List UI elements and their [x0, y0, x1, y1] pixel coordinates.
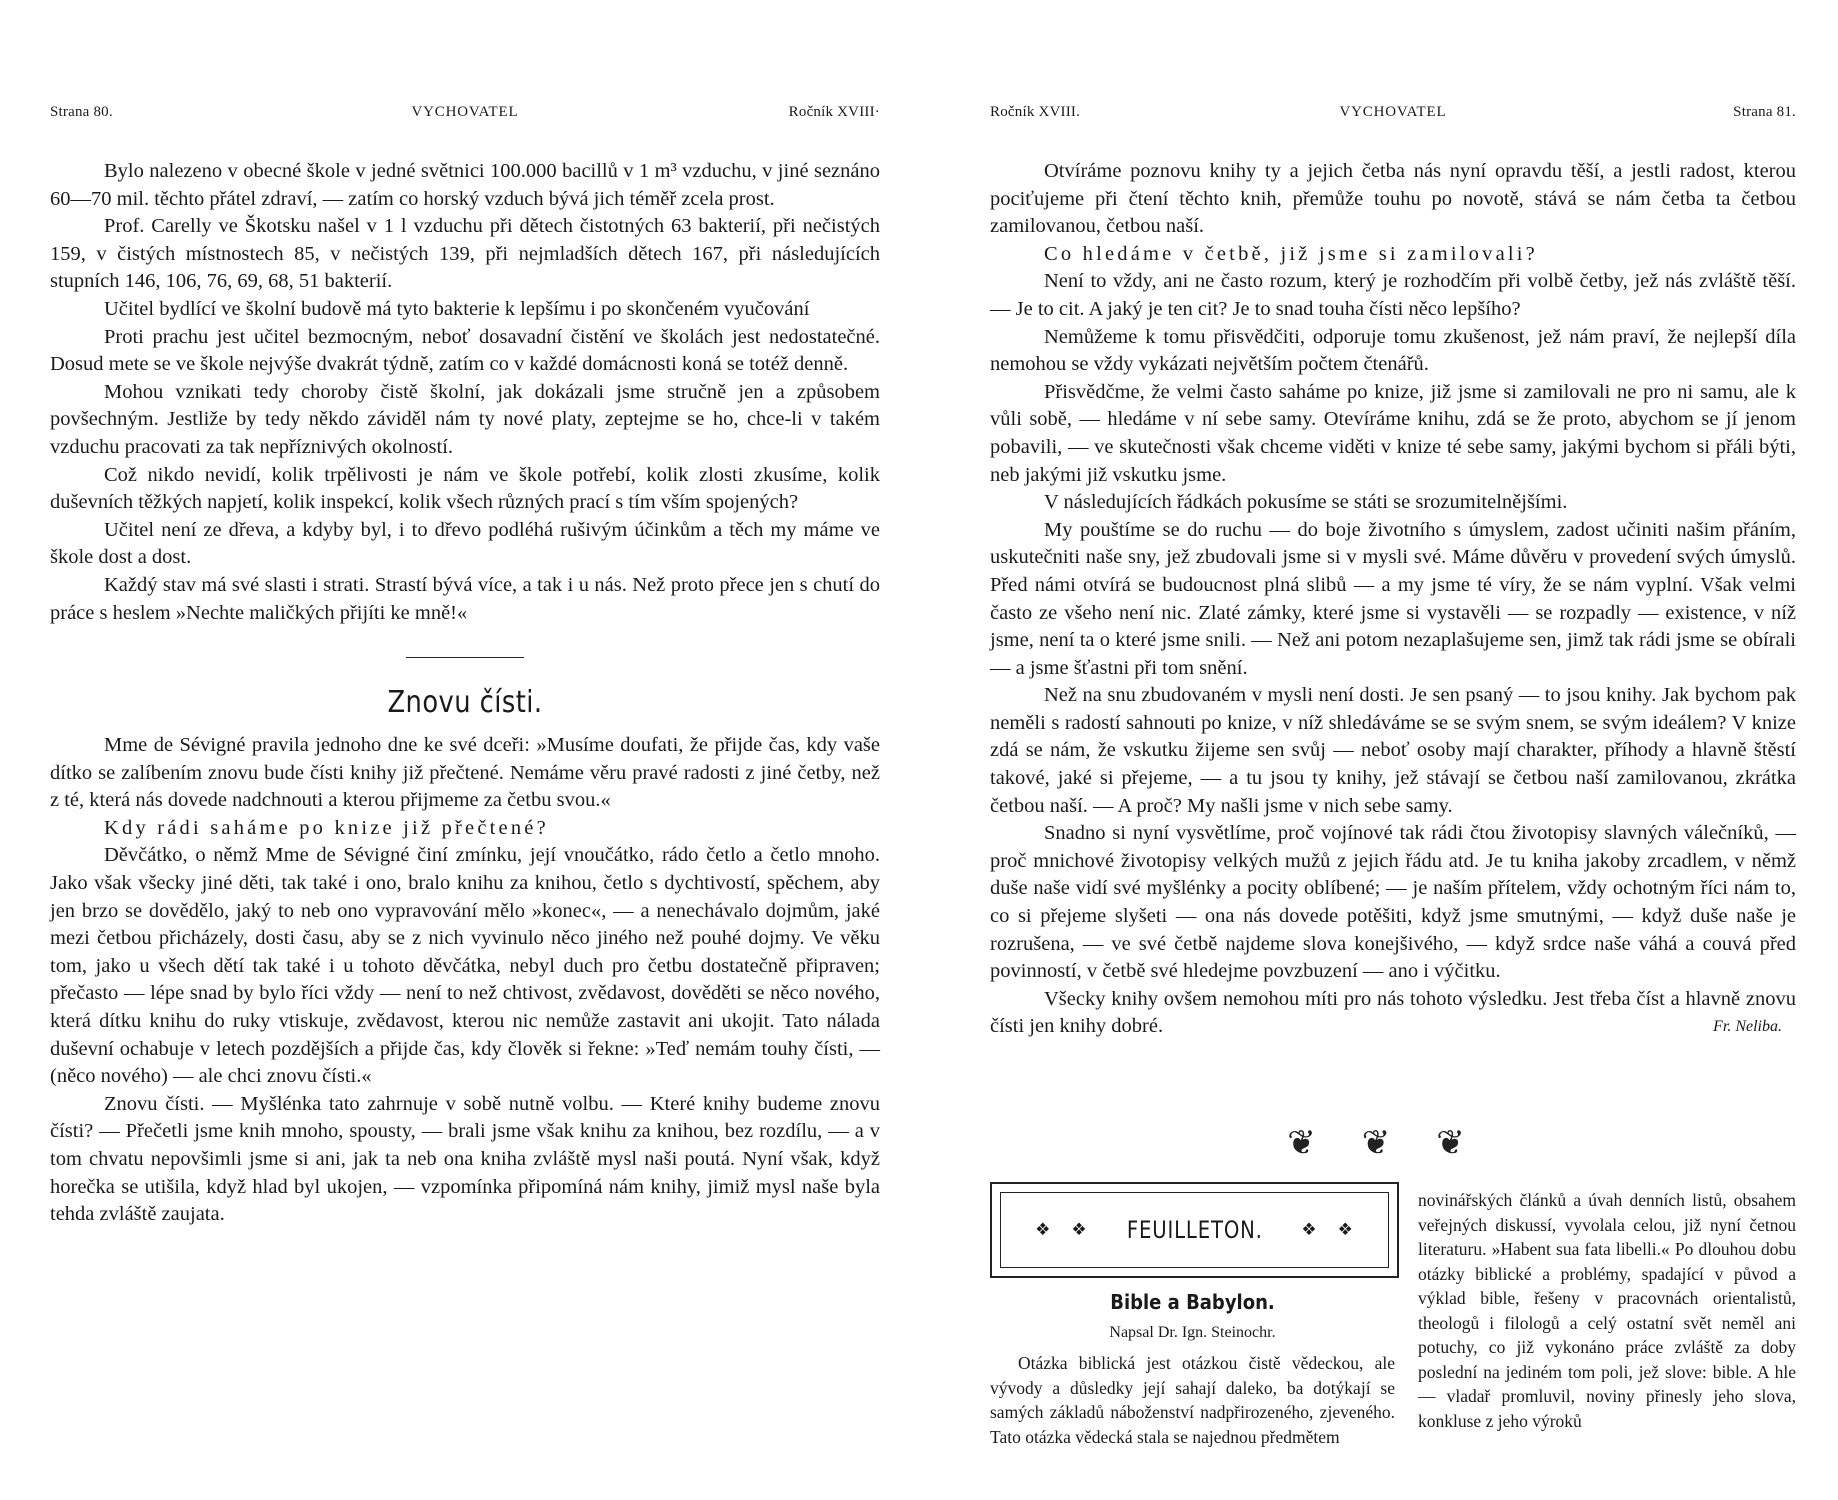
right-body: [990, 158, 1796, 1041]
paragraph: My pouštíme se do ruchu — do boje životního s úmyslem, zadost učiniti našim přáním, uskutečniti naše sny, jež zbudovali jsme si v mysli své. Máme důvěru v provedení svých úmyslů. Před námi otvírá se budoucnost plná slibů — a my jsme té víry, že se nám vyplní. Však velmi často ze všeho není nic. Zlaté zámky, které jsme si vystavěli — se rozpadly — existence, v níž jsme, není ta o které jsme snili. — Než ani potom nezaplašujeme sen, jimž tak rádi jsme se obírali — a jsme šťastni při tom snění.: [990, 518, 1796, 679]
left-body: [50, 158, 880, 1229]
left-page: [50, 0, 880, 1500]
paragraph: Učitel bydlící ve školní budově má tyto bakterie k lepšímu i po skončeném vyučování: [104, 297, 810, 320]
paragraph: Mohou vznikati tedy choroby čistě školní, jak dokázali jsme stručně jen a způsobem povšechným. Jestliže by tedy někdo záviděl nám ty nové platy, zeptejme se ho, chce-li v takém vzduchu pracovati za tak nepříznivých okolností.: [50, 380, 880, 458]
article-title: Znovu čísti.: [387, 685, 543, 721]
leaf-ornament-icon: ❦: [1287, 1125, 1350, 1162]
story-title: Bible a Babylon.: [1110, 1290, 1275, 1314]
article-subheading: Kdy rádi saháme po knize již přečtené?: [104, 816, 549, 839]
paragraph: Přisvědčme, že velmi často saháme po knize, již jsme si zamilovali ne pro ni samu, ale k vůli sobě, — hledáme v ní sebe samy. Otevíráme knihu, zdá se že proto, abychom se jí jenom pobavili, — ve skutečnosti však chceme viděti v knize té sebe samy, jakými bychom si přáli býti, neb jakými již vskutku jsme.: [990, 380, 1796, 486]
story-text-continued: novinářských článků a úvah denních listů, obsahem veřejných diskussí, vyvolala celou, již nyní četnou literaturu. »Habent sua fata libelli.« Po dlouhou dobu otázky biblické a problémy, spadající v původ a výklad bible, řešeny v pracovnách orientalistů, theologů i filologů a celý ostatní svět neměl ani potuchy, co již vykonáno práce zvláště za doby poslední na jediném tom poli, jež slove: bible. A hle — vladař promluvil, noviny přinesly jeho slova, konkluse z jeho výroků: [1418, 1190, 1796, 1431]
feuilleton-column-left: [990, 1290, 1395, 1449]
right-running-head: [990, 104, 1796, 126]
paragraph: Učitel není ze dřeva, a kdyby byl, i to dřevo podléhá rušivým účinkům a těch my máme ve škole dost a dost.: [50, 518, 880, 569]
author-signature: Fr. Neliba.: [1713, 1018, 1782, 1036]
paragraph: Každý stav má své slasti i strati. Strastí bývá více, a tak i u nás. Než proto přece jen s chutí do práce s heslem »Nechte maličkých přijíti ke mně!«: [50, 573, 880, 624]
right-volume: Ročník XVIII.: [990, 104, 1081, 120]
paragraph: Bylo nalezeno v obecné škole v jedné světnici 100.000 bacillů v 1 m³ vzduchu, v jiné seznáno 60—70 mil. těchto přátel zdraví, — zatím co horský vzduch bývá jich téměř zcela prost.: [50, 160, 880, 210]
bullet-icon: ❖: [1071, 1220, 1088, 1239]
paragraph: Otvíráme poznovu knihy ty a jejich četba nás nyní opravdu těší, a jestli radost, kterou pociťujeme při čtení těchto knih, přemůže touhu po novotě, stává se nám četba ta četbou zamilovanou, četbou naší.: [990, 160, 1796, 238]
feuilleton-column-right: [1418, 1188, 1796, 1433]
left-journal-title: VYCHOVATEL: [411, 104, 519, 120]
paragraph: Což nikdo nevidí, kolik trpělivosti je nám ve škole potřebí, kolik zlosti zkusíme, kolik duševních těžkých napjetí, kolik inspekcí, kolik všech různých prací s tím vším spojených?: [50, 463, 880, 514]
paragraph: Prof. Carelly ve Škotsku našel v 1 l vzduchu při dětech čistotných 63 bakterií, při nečistých 159, v čistých místnostech 85, v nečistých 139, při nejmladších dětech 167, při následujících stupních 146, 106, 76, 69, 68, 51 bakterií.: [50, 215, 880, 293]
feuilleton-header-box: [990, 1182, 1399, 1278]
feuilleton-inner-frame: [1000, 1192, 1389, 1268]
bullet-icon: ❖: [1035, 1220, 1052, 1239]
paragraph: V následujících řádkách pokusíme se státi se srozumitelnějšími.: [1044, 491, 1568, 514]
ornament-row: [990, 1123, 1796, 1163]
story-text: Otázka biblická jest otázkou čistě vědeckou, ale vývody a důsledky její sahají daleko, ba dotýkají se samých základů náboženství nadpřirozeného, zjeveného. Tato otázka vědecká stala se najednou předmětem: [990, 1353, 1395, 1447]
bullet-icon: ❖: [1301, 1220, 1318, 1239]
leaf-ornament-icon: ❦: [1361, 1125, 1425, 1162]
paragraph: Není to vždy, ani ne často rozum, který je rozhodčím při volbě četby, jež nás zvláště těší. — Je to cit. A jaký je ten cit? Je to snad touha čísti něco lepšího?: [990, 270, 1796, 320]
story-author: Napsal Dr. Ign. Steinochr.: [1109, 1323, 1276, 1341]
feuilleton-label: FEUILLETON.: [1126, 1216, 1263, 1244]
paragraph: Proti prachu jest učitel bezmocným, neboť dosavadní čistění ve školách jest nedostatečné. Dosud mete se ve škole nejvýše dvakrát týdně, zatím co v každé domácnosti koná se totéž denně.: [50, 325, 880, 376]
left-volume: Ročník XVIII·: [788, 104, 880, 120]
bullet-icon: ❖: [1337, 1220, 1354, 1239]
left-page-number: Strana 80.: [50, 104, 113, 120]
paragraph-question: Co hledáme v četbě, již jsme si zamilovali?: [1044, 242, 1538, 265]
right-journal-title: VYCHOVATEL: [1339, 104, 1447, 120]
left-running-head: [50, 104, 880, 126]
final-paragraph-text: Všecky knihy ovšem nemohou míti pro nás tohoto výsledku. Jest třeba číst a hlavně znovu čísti jen knihy dobré.: [990, 987, 1796, 1038]
right-page: [990, 0, 1796, 1500]
article-paragraph: Znovu čísti. — Myšlénka tato zahrnuje v sobě nutně volbu. — Které knihy budeme znovu čísti? — Přečetli jsme knih mnoho, spousty, — brali jsme však knihu za knihou, bez rozdílu, — a v tom chvatu nepovšimli jsme si ani, jak ta neb ona kniha zvláště mysl naši poutá. Nyní však, když horečka se utišila, když hlad byl ukojen, — vzpomínka připomíná nám knihy, jimiž mysl naše byla tehda zvláště zaujata.: [50, 1092, 880, 1226]
article-paragraph: Mme de Sévigné pravila jednoho dne ke své dceři: »Musíme doufati, že přijde čas, kdy vaše dítko se zalíbením znovu bude čísti knihy již přečtené. Nemáme věru pravé radosti z jiné četby, než z té, která nás dovede nadchnouti a kterou přijmeme za četbu svou.«: [50, 734, 880, 812]
paragraph: Než na snu zbudovaném v mysli není dosti. Je sen psaný — to jsou knihy. Jak bychom pak neměli s radostí sahnouti po knize, v níž shledáváme se se svým snem, se svým ideálem? V knize zdá se nám, že vskutku žijeme sen svůj — neboť osoby mají charakter, příhody a hlavně štěstí takové, jaké si přejeme, — a tu jsou ty knihy, jež stávají se četbou naší zamilovanou, zkrátka četbou naší. — A proč? My našli jsme v nich sebe samy.: [990, 684, 1796, 817]
paragraph: Snadno si nyní vysvětlíme, proč vojínové tak rádi čtou životopisy slavných válečníků, — proč mnichové životopisy velkých mužů z jejich řádu atd. Je tu kniha jakoby zrcadlem, v němž duše naše vidí své myšlénky a pocity oblíbené; — je naším přítelem, vždy ochotným říci nám to, co si přejeme slyšeti — ona nás dovede potěšiti, když jsme smutnými, — když duše naše je rozrušena, — ve své četbě najdeme slova konejšivého, — když srdce naše váhá a couvá před povinností, v četbě své hledejme povzbuzení — ano i výčitku.: [990, 822, 1796, 983]
right-page-number: Strana 81.: [1733, 104, 1796, 120]
paragraph: Nemůžeme k tomu přisvědčiti, odporuje tomu zkušenost, jež nám praví, že nejlepší díla nemohou se vždy vykázati největším počtem čtenářů.: [990, 325, 1796, 376]
paragraph-final: [990, 986, 1796, 1041]
section-divider: [406, 657, 524, 658]
leaf-ornament-icon: ❦: [1436, 1125, 1499, 1162]
article-paragraph: Děvčátko, o němž Mme de Sévigné činí zmínku, její vnoučátko, rádo četlo a četlo mnoho. Jako však všecky jiné děti, tak také i ono, bralo knihu za knihou, četlo s dychtivostí, spěchem, aby jen brzo se dovědělo, jaký to neb ono vypravování mělo »konec«, — a nenechávalo dojmům, jaké mezi četbou přicházely, dosti času, aby se z nich vyvinulo něco jiného než pouhé dojmy. Ve věku tom, jako u všech dětí tak také i u tohoto děvčátka, nebyl duch pro četbu dostatečně připraven; přečasto — lépe snad by bylo říci vždy — není to než chtivost, zvědavost, dověděti se něco nového, která dítku knihu do ruky vtiskuje, zvědavost, kterou nic nemůže zastavit ani ukojit. Tato nálada duševní ochabuje v letech pozdějších a přijde čas, kdy člověk si řekne: »Teď nemám touhy čísti, — (něco nového) — ale chci znovu čísti.«: [50, 844, 880, 1088]
